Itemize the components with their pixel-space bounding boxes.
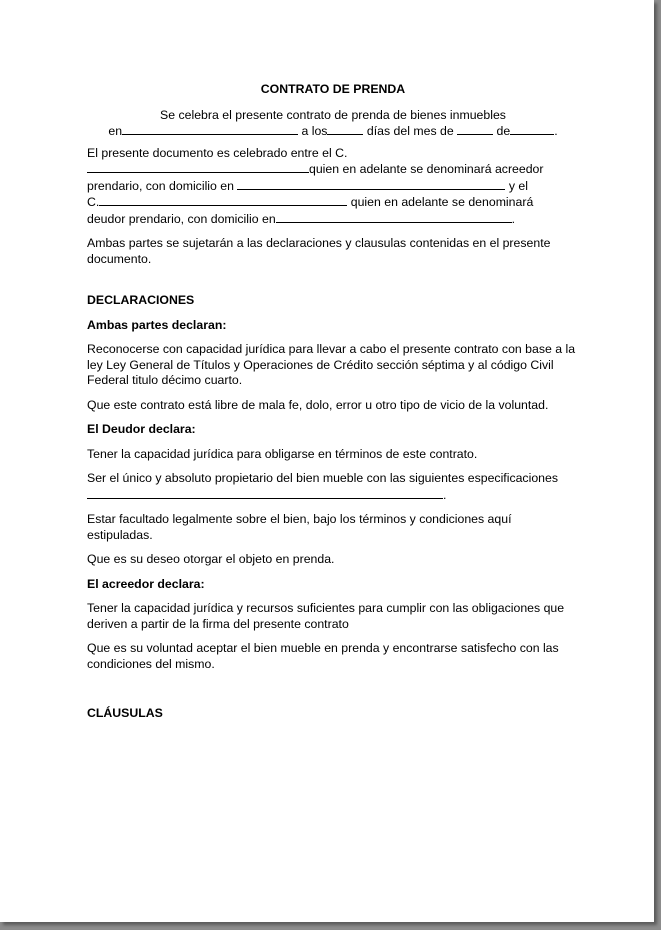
document-title: CONTRATO DE PRENDA (260, 82, 406, 96)
parties-end: . (511, 211, 516, 226)
ambas-declaran-p1: Reconocerse con capacidad jurídica para llevar a cabo el presente contrato con base a la ley Ley General de Títulos y Operaciones de Crédito sección séptima y al código Civil Federal titulo décimo cuarto. (87, 342, 576, 387)
ambas-declaran-p2: Que este contrato está libre de mala fe, dolo, error u otro tipo de vicio de la voluntad. (87, 397, 549, 412)
y-el-label: y el (508, 178, 528, 193)
acreedor-name-blank[interactable] (87, 161, 309, 173)
year-blank[interactable] (510, 123, 554, 135)
deudor-declara-p2-end: . (443, 487, 447, 502)
acreedor-declara-heading: El acreedor declara: (87, 576, 205, 591)
intro-de-label: de (496, 124, 511, 138)
prendario-domicilio-label: prendario, con domicilio en (87, 178, 234, 193)
parties-paragraph (87, 146, 579, 228)
deudor-domicilio-label: deudor prendario, con domicilio en (87, 211, 276, 226)
intro-a-los-label: a los (301, 124, 328, 138)
deudor-declara-p3: Estar facultado legalmente sobre el bien, bajo los términos y condiciones aquí estipuladas. (87, 512, 512, 542)
deudor-declara-p2-paragraph (87, 471, 579, 503)
intro-end: . (554, 124, 558, 138)
deudor-declara-p2: Ser el único y absoluto propietario del bien mueble con las siguientes especificaciones (87, 471, 558, 485)
document-body (87, 82, 579, 731)
c-prefix: C. (87, 195, 100, 209)
intro-en-label: en (108, 124, 123, 138)
deudor-tail: quien en adelante se denominará (350, 195, 534, 209)
specifications-blank[interactable] (87, 487, 443, 499)
deudor-declara-p1: Tener la capacidad jurídica para obligarse en términos de este contrato. (87, 446, 478, 461)
place-blank[interactable] (122, 123, 298, 135)
acreedor-address-blank[interactable] (237, 178, 505, 190)
acreedor-declara-p2: Que es su voluntad aceptar el bien mueble en prenda y encontrarse satisfecho con las condiciones del mismo. (87, 641, 559, 671)
ambas-declaran-heading: Ambas partes declaran: (87, 317, 227, 332)
intro-paragraph (87, 108, 579, 140)
parties-line-1: El presente documento es celebrado entre el C. (87, 145, 348, 160)
acreedor-declara-p1: Tener la capacidad jurídica y recursos suficientes para cumplir con las obligaciones que deriven a partir de la firma del presente contrato (87, 601, 565, 631)
acreedor-tail: quien en adelante se denominará acreedor (309, 162, 544, 176)
clausulas-heading: CLÁUSULAS (87, 706, 163, 720)
deudor-declara-heading: El Deudor declara: (87, 422, 196, 436)
declaraciones-heading: DECLARACIONES (87, 293, 195, 307)
deudor-declara-p4: Que es su deseo otorgar el objeto en prenda. (87, 552, 335, 566)
intro-dias-label: días del mes de (366, 124, 454, 138)
month-blank[interactable] (457, 123, 493, 135)
intro-line-1: Se celebra el presente contrato de prenda de bienes inmuebles (160, 107, 506, 122)
deudor-address-blank[interactable] (276, 211, 512, 223)
day-blank[interactable] (327, 123, 363, 135)
ambas-sujetaran-paragraph: Ambas partes se sujetarán a las declaraciones y clausulas contenidas en el presente documento. (87, 236, 551, 266)
deudor-name-blank[interactable] (99, 194, 347, 206)
